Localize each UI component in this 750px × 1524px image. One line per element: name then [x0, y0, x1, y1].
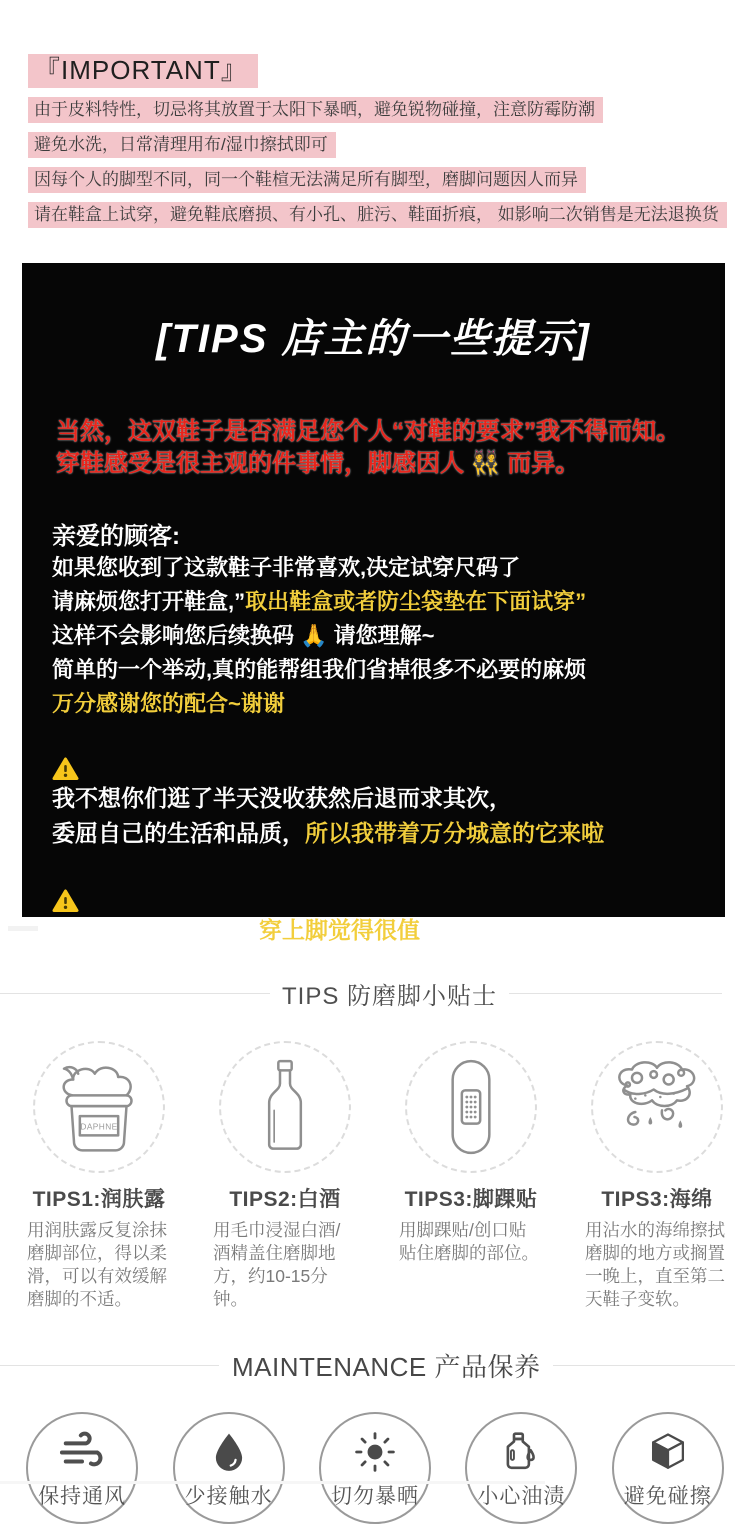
band-aid-icon	[405, 1041, 537, 1173]
warning-line-1	[52, 757, 695, 851]
maintenance-circle	[173, 1412, 285, 1524]
water-drop-icon	[208, 1431, 250, 1473]
tip-card-moisturizer	[6, 1041, 192, 1311]
maintenance-item-no-sun	[302, 1412, 448, 1524]
maintenance-label: 切勿暴晒	[330, 1485, 419, 1508]
thanks-line: 万分感谢您的配合~谢谢	[52, 691, 285, 716]
faint-divider-mark	[8, 926, 38, 931]
tip-card-liquor	[192, 1041, 378, 1311]
tip-title: TIPS3:脚踝贴	[404, 1188, 538, 1211]
maintenance-section-title: MAINTENANCE 产品保养	[232, 1352, 541, 1382]
maintenance-item-oil-stains	[448, 1412, 594, 1524]
greeting-line: 亲爱的顾客:	[52, 523, 180, 550]
warning-text-yellow: 穿上脚觉得很值	[259, 917, 420, 943]
wine-bottle-icon	[219, 1041, 351, 1173]
warning-icon	[52, 757, 79, 781]
tips-board-title: [TIPS 店主的一些提示]	[156, 317, 591, 361]
wind-icon	[57, 1431, 107, 1473]
tip-title: TIPS2:白酒	[229, 1188, 341, 1211]
important-title: 『IMPORTANT』	[28, 54, 258, 88]
warning-text: 我不想你们逛了半天没收获然后退而求其次，	[52, 785, 512, 811]
red-disclaimer-line2: 穿鞋感受是很主观的件事情，脚感因人 👯 而异。	[56, 450, 580, 477]
request-line: 如果您收到了这款鞋子非常喜欢,决定试穿尺码了	[52, 555, 521, 580]
request-line-yellow: 取出鞋盒或者防尘袋垫在下面试穿”	[245, 589, 587, 614]
maintenance-item-avoid-water	[155, 1412, 301, 1524]
tip-card-sponge	[564, 1041, 750, 1311]
important-section	[0, 0, 750, 228]
shop-owner-tips-board	[22, 263, 725, 943]
request-line	[52, 585, 695, 619]
care-note-line: 由于皮料特性，切忌将其放置于太阳下暴晒，避免锐物碰撞，注意防霉防潮	[28, 97, 603, 123]
tip-description: 用润肤露反复涂抹磨脚部位，得以柔滑，可以有效缓解磨脚的不适。	[27, 1220, 167, 1309]
maintenance-label: 小心油渍	[477, 1485, 566, 1508]
jar-brand-label: DAPHNE	[80, 1121, 118, 1132]
tip-title: TIPS1:润肤露	[32, 1188, 166, 1211]
sponge-icon	[591, 1041, 723, 1173]
tip-description: 用沾水的海绵擦拭磨脚的地方或搁置一晚上，直至第二天鞋子变软。	[585, 1220, 725, 1309]
tips-section-title: TIPS 防磨脚小贴士	[282, 983, 498, 1010]
warning-text: ，这就是我的使命，	[420, 917, 627, 943]
moisturizer-jar-icon	[33, 1041, 165, 1173]
maintenance-grid	[0, 1412, 750, 1524]
maintenance-circle	[612, 1412, 724, 1524]
care-note-line: 请在鞋盒上试穿，避免鞋底磨损、有小孔、脏污、鞋面折痕， 如影响二次销售是无法退换货	[28, 202, 727, 228]
tip-card-bandaid	[378, 1041, 564, 1311]
sun-icon	[354, 1431, 396, 1473]
divider-line	[553, 1365, 735, 1366]
tips-section-header	[0, 976, 750, 1011]
warning-text-yellow: 所以我带着万分城意的它来啦	[305, 820, 604, 846]
divider-line	[0, 993, 270, 994]
request-paragraph	[52, 551, 695, 721]
tip-title: TIPS3:海绵	[601, 1188, 713, 1211]
care-note-line: 因每个人的脚型不同，同一个鞋楦无法满足所有脚型，磨脚问题因人而异	[28, 167, 586, 193]
warning-line-2	[52, 889, 695, 948]
care-note-line: 避免水洗，日常清理用布/湿巾擦拭即可	[28, 132, 336, 158]
maintenance-label: 少接触水	[184, 1485, 273, 1508]
divider-line	[509, 993, 722, 994]
warning-icon	[52, 889, 79, 913]
bottom-edge-divider	[0, 1481, 545, 1484]
red-disclaimer-line1: 当然，这双鞋子是否满足您个人“对鞋的要求”我不得而知。	[56, 418, 680, 445]
request-line-white: 请麻烦您打开鞋盒,”	[52, 589, 246, 614]
warning-text: 让你买到这双鞋子，	[52, 917, 259, 943]
maintenance-circle	[26, 1412, 138, 1524]
maintenance-circle	[319, 1412, 431, 1524]
divider-line	[0, 1365, 219, 1366]
warning-text: 委屈自己的生活和品质，	[52, 820, 305, 846]
tip-description: 用脚踝贴/创口贴贴住磨脚的部位。	[399, 1220, 539, 1263]
maintenance-circle	[465, 1412, 577, 1524]
red-disclaimer	[56, 416, 695, 480]
request-line: 简单的一个举动,真的能帮组我们省掉很多不必要的麻烦	[52, 657, 587, 682]
anti-chafing-tips-grid	[0, 1041, 750, 1311]
maintenance-label: 保持通风	[38, 1485, 127, 1508]
request-line: 这样不会影响您后续换码 🙏 请您理解~	[52, 623, 435, 648]
oil-bottle-icon	[498, 1431, 544, 1473]
maintenance-section-header	[0, 1347, 750, 1384]
maintenance-item-ventilation	[9, 1412, 155, 1524]
maintenance-label: 避免碰擦	[623, 1485, 712, 1508]
maintenance-item-avoid-scuffing	[595, 1412, 741, 1524]
tip-description: 用毛巾浸湿白酒/酒精盖住磨脚地方，约10-15分钟。	[213, 1220, 341, 1309]
cube-icon	[646, 1431, 690, 1473]
